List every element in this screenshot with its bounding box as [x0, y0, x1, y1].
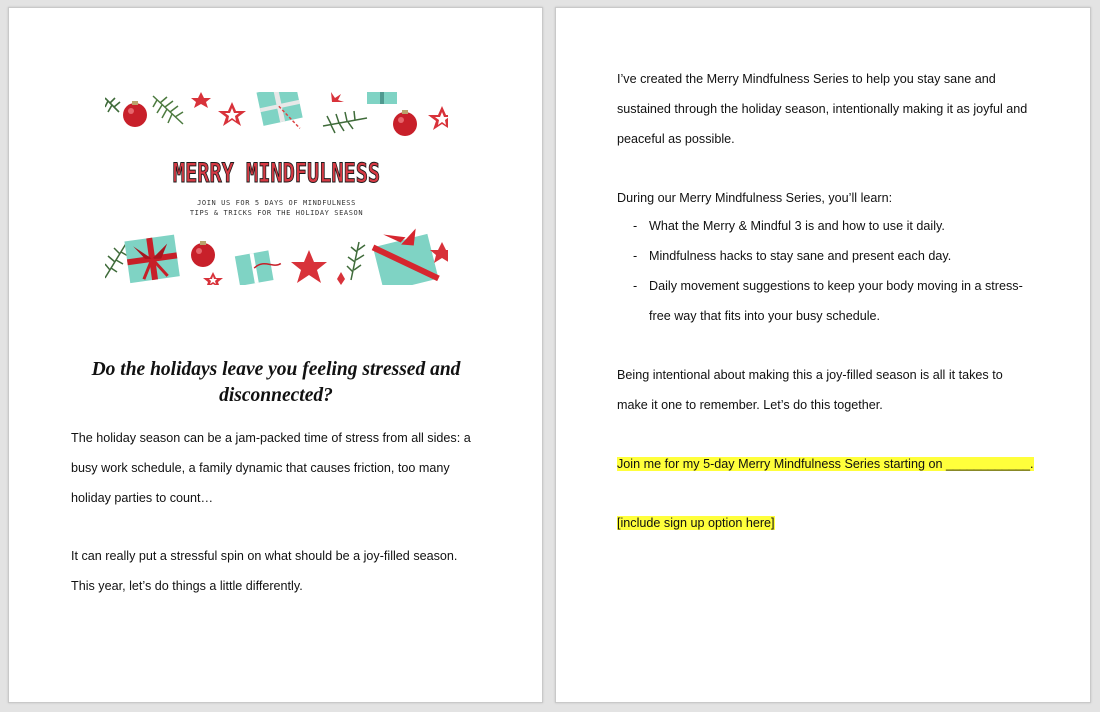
- list-item-text: Mindfulness hacks to stay sane and present each day.: [649, 249, 952, 263]
- cta-line: [617, 449, 1034, 479]
- banner-subtitle-line2: TIPS & TRICKS FOR THE HOLIDAY SEASON: [189, 209, 364, 217]
- signup-placeholder: [include sign up option here]: [617, 516, 775, 530]
- list-item: [617, 241, 1037, 271]
- pine-branch-icon: [153, 96, 183, 124]
- star-icon: [291, 250, 327, 283]
- star-icon: [191, 92, 211, 108]
- star-icon: [331, 92, 344, 102]
- gift-icon: [235, 249, 284, 285]
- closing-paragraph: Being intentional about making this a joy-filled season is all it takes to make it one to remember. Let’s do this together.: [617, 368, 1003, 412]
- pine-branch-icon: [105, 242, 128, 278]
- learn-list: [617, 211, 1037, 331]
- list-item: [617, 271, 1037, 331]
- bullet-marker: -: [633, 219, 638, 233]
- ornament-icon: [191, 243, 215, 267]
- document-page-right: [555, 7, 1091, 703]
- cta-highlight: Join me for my 5-day Merry Mindfulness Series starting on ____________.: [617, 457, 1034, 471]
- intro-paragraph: The holiday season can be a jam-packed time of stress from all sides: a busy work schedule, a family dynamic that causes friction, too many holiday parties to count…: [71, 431, 471, 505]
- bullet-marker: -: [633, 249, 638, 263]
- merry-mindfulness-banner: [105, 92, 448, 285]
- list-item-text: Daily movement suggestions to keep your body moving in a stress-free way that fits into your busy schedule.: [649, 279, 1023, 323]
- gift-icon: [256, 92, 304, 136]
- bullet-marker: -: [633, 279, 638, 293]
- banner-title: MERRY MINDFULNESS: [172, 158, 381, 189]
- pine-branch-icon: [323, 111, 367, 133]
- list-item: [617, 211, 1037, 241]
- page-heading: Do the holidays leave you feeling stressed and disconnected?: [91, 359, 461, 406]
- second-paragraph: It can really put a stressful spin on what should be a joy-filled season. This year, let’s do things a little differently.: [71, 549, 458, 593]
- gift-icon: [371, 224, 439, 285]
- pine-branch-icon: [105, 98, 120, 112]
- learn-intro: During our Merry Mindfulness Series, you’ll learn:: [617, 191, 893, 205]
- document-page-left: [8, 7, 543, 703]
- pine-branch-icon: [347, 242, 365, 280]
- series-description-paragraph: I’ve created the Merry Mindfulness Series to help you stay sane and sustained through the holiday season, intentionally making it as joyful and peaceful as possible.: [617, 72, 1028, 146]
- gift-icon: [124, 235, 179, 284]
- banner-subtitle-line1: JOIN US FOR 5 DAYS OF MINDFULNESS: [197, 199, 356, 207]
- signup-line: [617, 508, 775, 538]
- ornament-icon: [393, 112, 417, 136]
- list-item-text: What the Merry & Mindful 3 is and how to use it daily.: [649, 219, 945, 233]
- ornament-icon: [123, 103, 147, 127]
